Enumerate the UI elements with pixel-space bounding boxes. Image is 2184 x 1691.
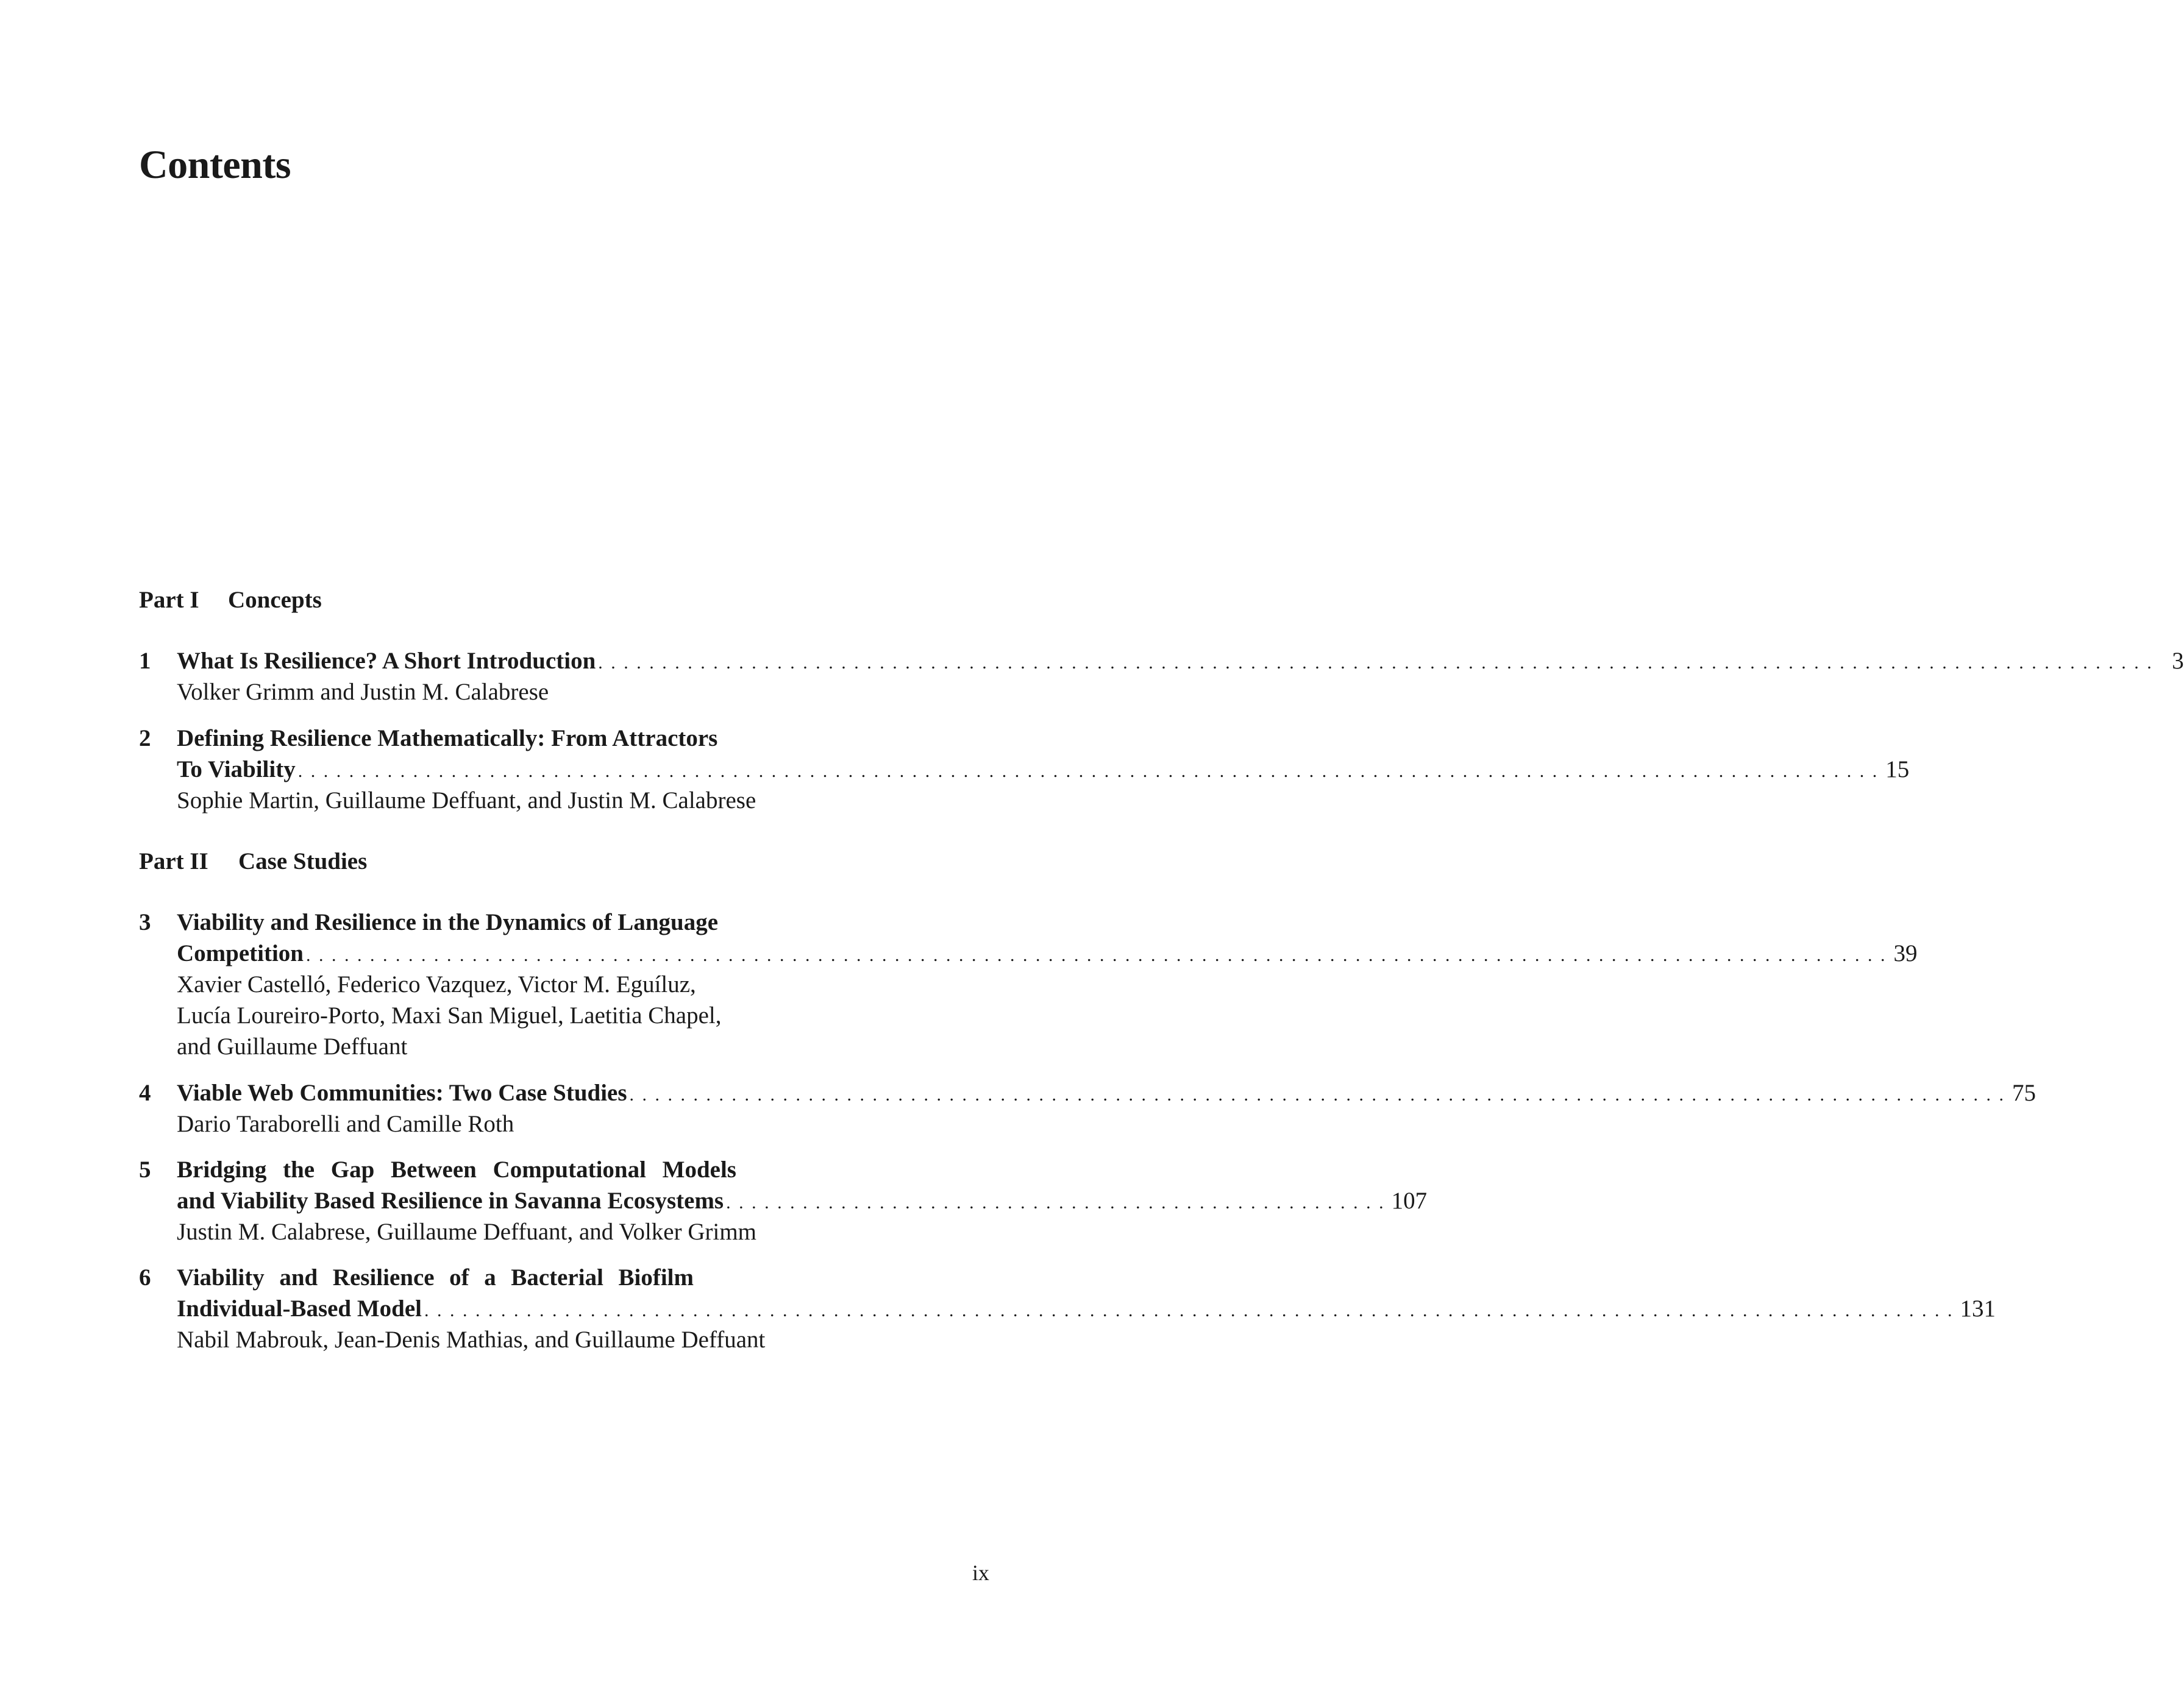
page-number[interactable]: 15: [1885, 756, 1910, 782]
chapter-number: 2: [139, 725, 151, 751]
chapter-title[interactable]: To Viability: [177, 756, 296, 782]
chapter-number: 4: [139, 1080, 151, 1106]
chapter-authors: Lucía Loureiro-Porto, Maxi San Miguel, Laetitia Chapel,: [177, 1002, 722, 1029]
toc-entry-chapter-6[interactable]: [139, 1262, 1996, 1355]
page-number[interactable]: 3: [2172, 648, 2184, 674]
chapter-number: 1: [139, 648, 151, 674]
toc-entry-chapter-1[interactable]: [139, 645, 2184, 707]
chapter-authors: Dario Taraborelli and Camille Roth: [177, 1111, 514, 1137]
chapter-title[interactable]: Individual-Based Model: [177, 1296, 422, 1322]
chapter-title-line[interactable]: Bridging the Gap Between Computational Models: [177, 1157, 736, 1183]
chapter-title-line[interactable]: Viability and Resilience of a Bacterial Biofilm: [177, 1264, 694, 1291]
chapter-title[interactable]: Viable Web Communities: Two Case Studies: [177, 1080, 627, 1106]
toc-entry-chapter-5[interactable]: [139, 1154, 1428, 1247]
dot-leader: . . . . . . . . . . . . . . . . . . . . . . . . . . . . . . . . . . . . . . . . . . . . . . . . . . . . . . . . . . . . . . . . . . . . . . . . . . . . . . . . . . . . . . . . . . . . . . . . . . . . . . . . . . . . . . . . . . . . . . . . . . . .: [297, 761, 1879, 781]
dot-leader: . . . . . . . . . . . . . . . . . . . . . . . . . . . . . . . . . . . . . . . . . . . . . . . . . . . . . . . . . . . . . . . . . . . . . . . . . . . . . . . . . . . . . . . . . . . . . . . . . . . . . . . . . . . . . . . . . . . . . . . .: [424, 1300, 1954, 1321]
chapter-number: 6: [139, 1264, 151, 1291]
chapter-authors: Sophie Martin, Guillaume Deffuant, and Justin M. Calabrese: [177, 787, 756, 814]
page-number[interactable]: 75: [2012, 1080, 2036, 1106]
part-name: Concepts: [228, 587, 322, 613]
dot-leader: . . . . . . . . . . . . . . . . . . . . . . . . . . . . . . . . . . . . . . . . . . . . . . . . . . . .: [726, 1193, 1385, 1213]
toc-entry-chapter-2[interactable]: [139, 723, 1910, 816]
toc-entry-chapter-4[interactable]: [139, 1077, 2036, 1140]
page-number[interactable]: 39: [1893, 940, 1918, 966]
chapter-title-line[interactable]: Defining Resilience Mathematically: From Attractors: [177, 725, 718, 751]
part-label: Part I: [139, 587, 199, 613]
part-name: Case Studies: [238, 848, 368, 874]
part-heading: [139, 848, 368, 874]
dot-leader: . . . . . . . . . . . . . . . . . . . . . . . . . . . . . . . . . . . . . . . . . . . . . . . . . . . . . . . . . . . . . . . . . . . . . . . . . . . . . . . . . . . . . . . . . . . . . . . . . . . . . . . . . . . . . . . . . . . . . . . . . . . .: [306, 945, 1887, 965]
page-title: Contents: [139, 143, 291, 187]
chapter-title[interactable]: and Viability Based Resilience in Savanna Ecosystems: [177, 1188, 724, 1214]
toc-entry-chapter-3[interactable]: [139, 907, 1918, 1062]
dot-leader: . . . . . . . . . . . . . . . . . . . . . . . . . . . . . . . . . . . . . . . . . . . . . . . . . . . . . . . . . . . . . . . . . . . . . . . . . . . . . . . . . . . . . . . . . . . . . . . . . . . . . . . . . . . .: [629, 1085, 2006, 1105]
chapter-title[interactable]: Competition: [177, 940, 304, 966]
chapter-authors: Justin M. Calabrese, Guillaume Deffuant, and Volker Grimm: [177, 1219, 757, 1245]
chapter-title[interactable]: What Is Resilience? A Short Introduction: [177, 648, 596, 674]
dot-leader: . . . . . . . . . . . . . . . . . . . . . . . . . . . . . . . . . . . . . . . . . . . . . . . . . . . . . . . . . . . . . . . . . . . . . . . . . . . . . . . . . . . . . . . . . . . . . . . . . . . . . . . . . . . . . . . . . . . . . . . . . .: [598, 653, 2154, 673]
chapter-number: 5: [139, 1157, 151, 1183]
page-number[interactable]: 107: [1391, 1188, 1428, 1214]
part-heading: [139, 587, 322, 613]
chapter-title-line[interactable]: Viability and Resilience in the Dynamics of Language: [177, 909, 719, 935]
page-number[interactable]: 131: [1960, 1296, 1996, 1322]
chapter-authors: and Guillaume Deffuant: [177, 1033, 408, 1060]
chapter-authors: Xavier Castelló, Federico Vazquez, Victor M. Eguíluz,: [177, 971, 696, 998]
chapter-number: 3: [139, 909, 151, 935]
page-folio: ix: [972, 1561, 990, 1585]
chapter-authors: Nabil Mabrouk, Jean-Denis Mathias, and Guillaume Deffuant: [177, 1327, 766, 1353]
chapter-authors: Volker Grimm and Justin M. Calabrese: [177, 679, 549, 705]
part-label: Part II: [139, 848, 208, 874]
